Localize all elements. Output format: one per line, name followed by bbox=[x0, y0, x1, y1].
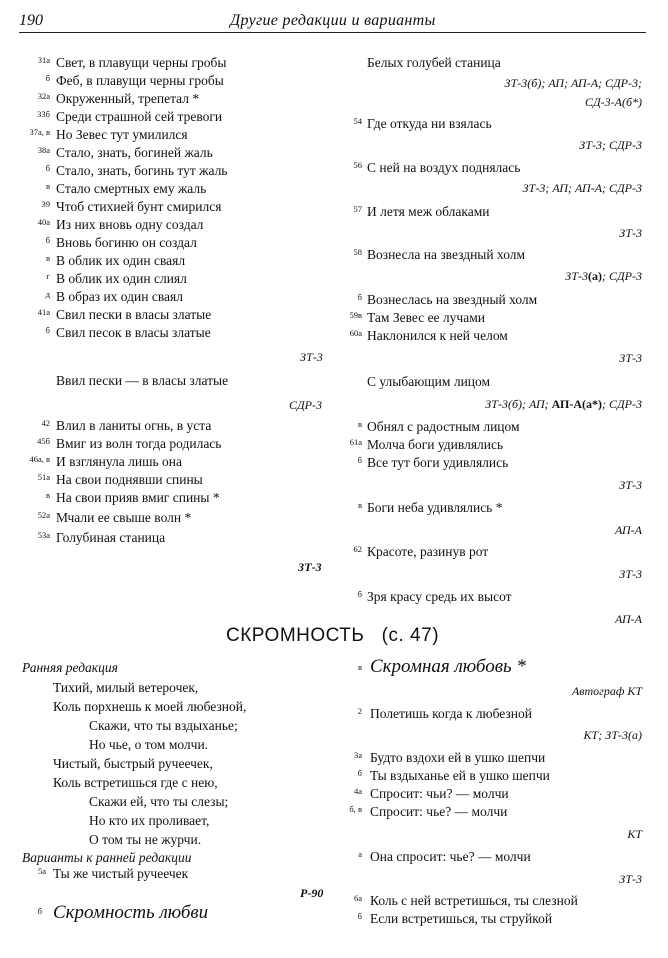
verse-line: И летя меж облаками bbox=[367, 204, 490, 219]
line-marker: 53а bbox=[37, 530, 50, 540]
line-marker: 41а bbox=[37, 307, 50, 317]
verse-line: Чистый, быстрый ручеечек, bbox=[53, 756, 213, 771]
verse-line: Влил в ланиты огнь, в уста bbox=[56, 418, 212, 433]
source-siglum: ЗТ-3; АП; АП-А; СДР-3 bbox=[522, 181, 642, 195]
verse-line: Наклонился к ней челом bbox=[367, 328, 508, 343]
verse-line: Там Зевес ее лучами bbox=[367, 310, 485, 325]
verse-line: В облик их один сваял bbox=[56, 253, 186, 268]
verse-line: Из них вновь одну создал bbox=[56, 217, 204, 232]
verse-line: Среди страшной сей тревоги bbox=[56, 109, 223, 124]
line-marker: б bbox=[357, 911, 362, 921]
line-marker: 59в bbox=[349, 310, 362, 320]
verse-line: Окруженный, трепетал * bbox=[56, 91, 200, 106]
verse-line: Вознеслась на звездный холм bbox=[367, 292, 538, 307]
line-marker: в bbox=[357, 419, 362, 429]
line-marker: 6а bbox=[353, 893, 362, 903]
line-marker: б, в bbox=[349, 804, 362, 814]
line-marker: в bbox=[357, 500, 362, 510]
verse-line: Но Зевес тут умилился bbox=[56, 127, 188, 142]
verse-line: О том ты не журчи. bbox=[89, 832, 202, 847]
verse-line: Мчали ее свыше волн * bbox=[56, 510, 192, 525]
line-marker: б bbox=[357, 768, 362, 778]
source-siglum: КТ bbox=[627, 827, 642, 841]
verse-line: Ты же чистый ручеечек bbox=[53, 866, 189, 881]
line-marker: 57 bbox=[353, 204, 362, 214]
verse-line: Боги неба удивлялись * bbox=[367, 500, 503, 515]
verse-line: Стало, знать, богиней жаль bbox=[56, 145, 213, 160]
header-rule bbox=[19, 32, 646, 33]
source-siglum: ЗТ-3(б); АП; АП-А(а*); СДР-3 bbox=[485, 397, 642, 411]
line-marker: 32а bbox=[37, 91, 50, 101]
source-siglum: КТ; ЗТ-3(а) bbox=[583, 728, 642, 742]
verse-line: Феб, в плавущи черны гробы bbox=[56, 73, 224, 88]
line-marker: 42 bbox=[41, 418, 50, 428]
running-title: Другие редакции и варианты bbox=[230, 12, 436, 29]
verse-line: В образ их один сваял bbox=[56, 289, 183, 304]
source-siglum: ЗТ-3 bbox=[619, 872, 642, 886]
verse-line: Но чье, о том молчи. bbox=[89, 737, 209, 752]
verse-line: В облик их один слиял bbox=[56, 271, 187, 286]
verse-line: Она спросит: чье? — молчи bbox=[370, 849, 531, 864]
line-marker: 37а, в bbox=[29, 127, 50, 137]
source-siglum: Автограф КТ bbox=[571, 684, 642, 698]
verse-line: Ты вздыханье ей в ушко шепчи bbox=[370, 768, 550, 783]
verse-line: Вознесла на звездный холм bbox=[367, 247, 526, 262]
verse-line: Коль с ней встретишься, ты слезной bbox=[370, 893, 578, 908]
verse-line: Свет, в плавущи черны гробы bbox=[56, 55, 227, 70]
source-siglum: СД-3-А(б*) bbox=[585, 95, 642, 109]
verse-line: Если встретишься, ты струйкой bbox=[370, 911, 553, 926]
verse-line: Вмиг из волн тогда родилась bbox=[56, 436, 222, 451]
verse-line: Все тут боги удивлялись bbox=[367, 455, 509, 470]
verse-line: Зря красу средь их высот bbox=[367, 589, 512, 604]
line-marker: 60а bbox=[349, 328, 362, 338]
line-marker: в bbox=[45, 253, 50, 263]
verse-line: Обнял с радостным лицом bbox=[367, 419, 520, 434]
verse-line: Белых голубей станица bbox=[367, 55, 501, 70]
verse-line: Спросит: чьи? — молчи bbox=[370, 786, 509, 801]
line-marker: 61а bbox=[349, 437, 362, 447]
line-marker: 5а bbox=[37, 866, 46, 876]
line-marker: б bbox=[357, 589, 362, 599]
verse-line: Стало, знать, богинь тут жаль bbox=[56, 163, 228, 178]
line-marker: д bbox=[45, 289, 50, 299]
source-siglum: СДР-3 bbox=[289, 398, 322, 412]
line-marker: б bbox=[45, 163, 50, 173]
line-marker: 58 bbox=[353, 247, 362, 257]
verse-line: Где откуда ни взялась bbox=[367, 116, 492, 131]
verse-line: Чтоб стихией бунт смирился bbox=[56, 199, 222, 214]
line-marker: г bbox=[46, 271, 50, 281]
section-title: СКРОМНОСТЬ (с. 47) bbox=[226, 625, 440, 646]
line-marker: а bbox=[358, 849, 362, 859]
line-marker: б bbox=[45, 325, 50, 335]
line-marker: б bbox=[357, 292, 362, 302]
source-siglum: ЗТ-3(а); СДР-3 bbox=[565, 269, 642, 283]
line-marker: 2 bbox=[357, 706, 362, 716]
source-siglum: ЗТ-3; СДР-3 bbox=[579, 138, 642, 152]
source-siglum: ЗТ-3(б); АП; АП-А; СДР-3; bbox=[504, 76, 642, 90]
line-marker: б bbox=[45, 73, 50, 83]
verse-line: Молча боги удивлялись bbox=[367, 437, 504, 452]
verse-line: И взглянула лишь она bbox=[56, 454, 182, 469]
line-marker: 54 bbox=[353, 116, 362, 126]
line-marker: в bbox=[45, 181, 50, 191]
line-marker: б bbox=[45, 235, 50, 245]
title-variant: Скромность любви bbox=[53, 902, 209, 923]
verse-line: Будто вздохи ей в ушко шепчи bbox=[370, 750, 546, 765]
verse-line: Красоте, разинув рот bbox=[367, 544, 489, 559]
line-marker: 31а bbox=[37, 55, 50, 65]
subsection-label: Ранняя редакция bbox=[22, 660, 118, 675]
verse-line: На свои поднявши спины bbox=[56, 472, 203, 487]
verse-line: Полетишь когда к любезной bbox=[370, 706, 532, 721]
line-marker: 62 bbox=[353, 544, 362, 554]
line-marker: 4а bbox=[353, 786, 362, 796]
verse-line: С ней на воздух поднялась bbox=[367, 160, 521, 175]
source-siglum: Р-90 bbox=[300, 886, 324, 900]
verse-line: Голубиная станица bbox=[56, 530, 166, 545]
title-variant: Скромная любовь * bbox=[370, 656, 526, 677]
source-siglum: АП-А bbox=[614, 612, 642, 626]
verse-line: На свои прияв вмиг спины * bbox=[56, 490, 220, 505]
verse-line: Коль порхнешь к моей любезной, bbox=[53, 699, 247, 714]
page-number: 190 bbox=[19, 12, 43, 29]
line-marker: 56 bbox=[353, 160, 362, 170]
verse-line: Скажи, что ты вздыханье; bbox=[89, 718, 238, 733]
verse-line: Ввил пески — в власы златые bbox=[56, 373, 229, 388]
line-marker: б bbox=[37, 906, 42, 916]
source-siglum: ЗТ-3 bbox=[619, 351, 642, 365]
verse-line: Но кто их проливает, bbox=[89, 813, 210, 828]
line-marker: 3а bbox=[353, 750, 362, 760]
source-siglum: ЗТ-3 bbox=[298, 560, 322, 574]
line-marker: 38а bbox=[37, 145, 50, 155]
verse-line: Тихий, милый ветерочек, bbox=[53, 680, 199, 695]
page-header bbox=[0, 0, 668, 30]
line-marker: 45б bbox=[37, 436, 50, 446]
verse-line: Спросит: чье? — молчи bbox=[370, 804, 508, 819]
line-marker: в bbox=[357, 662, 362, 672]
line-marker: 33б bbox=[37, 109, 50, 119]
line-marker: 51а bbox=[37, 472, 50, 482]
verse-line: Коль встретишься где с нею, bbox=[53, 775, 218, 790]
source-siglum: ЗТ-3 bbox=[619, 567, 642, 581]
subsection-label: Варианты к ранней редакции bbox=[22, 850, 192, 865]
verse-line: Скажи ей, что ты слезы; bbox=[89, 794, 229, 809]
line-marker: б bbox=[357, 455, 362, 465]
source-siglum: ЗТ-3 bbox=[300, 350, 323, 364]
verse-line: Стало смертных ему жаль bbox=[56, 181, 207, 196]
verse-line: Свил песок в власы златые bbox=[56, 325, 211, 340]
source-siglum: ЗТ-3 bbox=[619, 478, 642, 492]
source-siglum: АП-А bbox=[614, 523, 642, 537]
line-marker: 40а bbox=[37, 217, 50, 227]
verse-line: Вновь богиню он создал bbox=[56, 235, 197, 250]
line-marker: 39 bbox=[41, 199, 50, 209]
line-marker: 46а, в bbox=[29, 454, 50, 464]
line-marker: в bbox=[45, 490, 50, 500]
source-siglum: ЗТ-3 bbox=[619, 226, 642, 240]
verse-line: С улыбающим лицом bbox=[367, 374, 491, 389]
verse-line: Свил пески в власы златые bbox=[56, 307, 212, 322]
line-marker: 52а bbox=[37, 510, 50, 520]
